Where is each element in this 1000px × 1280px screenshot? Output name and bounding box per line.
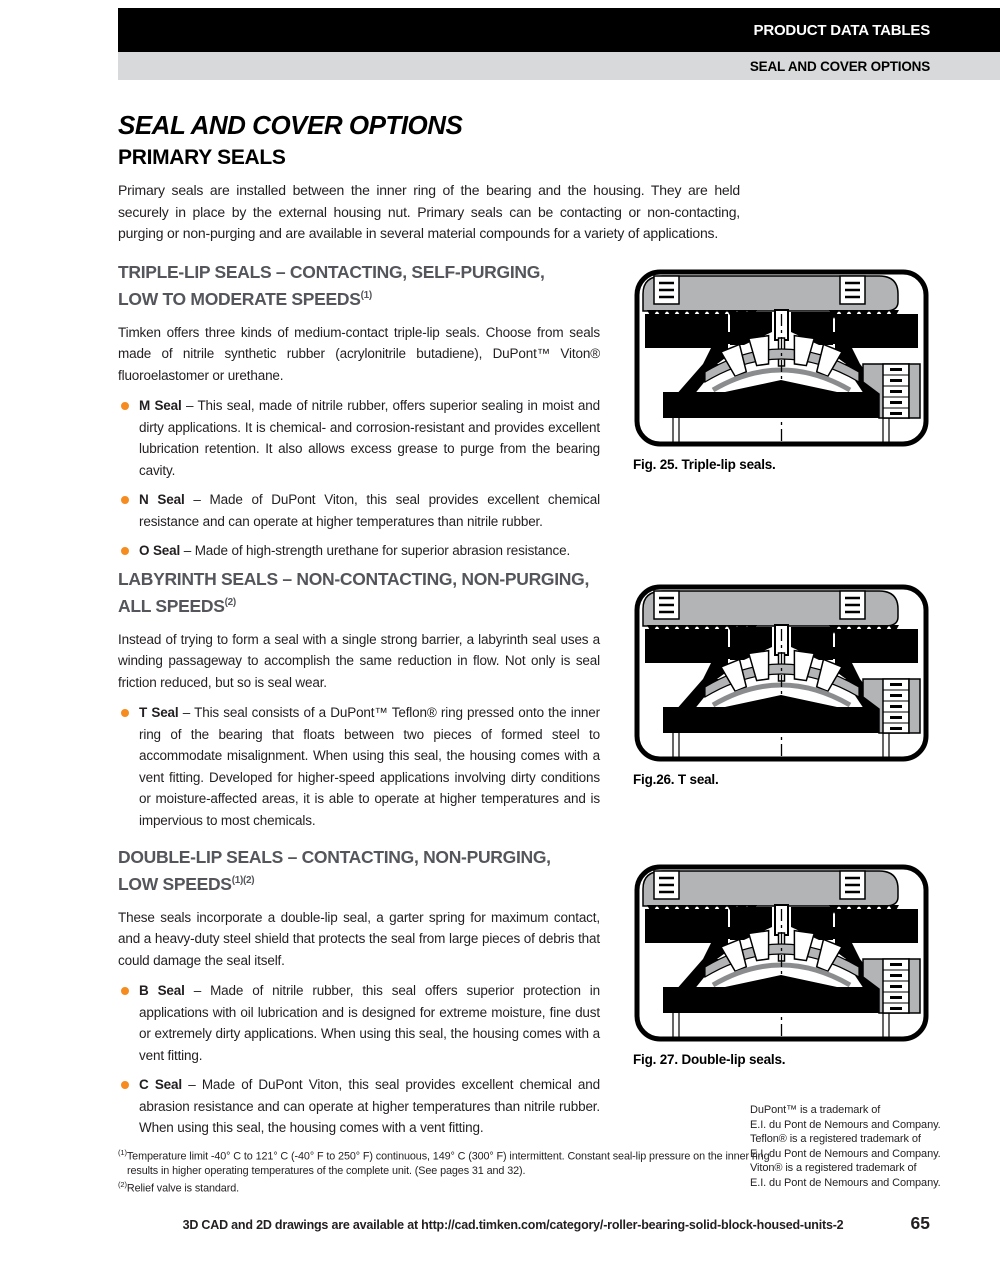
page-subtitle: PRIMARY SEALS <box>118 146 286 169</box>
footnote-marker: (1)(2) <box>231 875 255 886</box>
section-body: These seals incorporate a double-lip seal, a garter spring for maximum contact, and a heavy-duty steel shield that protects the seal from large pieces of debris that could damage the seal itself. <box>118 909 600 968</box>
section-triple-lip-seals <box>118 261 600 562</box>
list-item: C Seal – Made of DuPont Viton, this seal provides excellent chemical and abrasion resistance and can operate at higher temperatures than nitrile rubber. When using this seal, the housing comes with a vent fitting. <box>118 1074 600 1139</box>
section-labyrinth-seals <box>118 568 600 831</box>
footnote-2: $^{(2)}$Relief valve is standard. <box>118 1179 239 1195</box>
header-band-black <box>118 8 1000 52</box>
list-item: T Seal – This seal consists of a DuPont™ Teflon® ring pressed onto the inner ring of the bearing that floats between two pieces of formed steel to accommodate misalignment. When using this seal, the housing comes with a vent fitting. Developed for higher-speed applications involving dirty conditions or moisture-affected areas, it is able to operate at higher temperatures and is impervious to most chemicals. <box>118 702 600 831</box>
footer-cad-url: 3D CAD and 2D drawings are available at http://cad.timken.com/category/-roller-bearing-solid-block-housed-units-2 <box>182 1218 844 1232</box>
figure-caption: Fig.26. T seal. <box>633 772 719 787</box>
footnotes <box>118 1146 770 1195</box>
footnote-1: $^{(1)}$Temperature limit -40° C to 121° C (-40° F to 250° F) continuous, 149° C (300° F) intermittent. Constant seal-lip pressure on the inner ring results in higher operating temperatures of the complete unit. (See pages 31 and 32). <box>118 1148 770 1177</box>
seal-label: N Seal <box>139 492 185 508</box>
figure-double-lip-seals <box>633 863 930 1067</box>
section-heading: TRIPLE-LIP SEALS – CONTACTING, SELF-PURGING, LOW TO MODERATE SPEEDS$^{(1)}$ <box>118 262 545 309</box>
footnote-marker: (1) <box>360 290 372 301</box>
header-band-title: PRODUCT DATA TABLES <box>753 21 930 39</box>
section-body: Timken offers three kinds of medium-contact triple-lip seals. Choose from seals made of nitrile synthetic rubber (acrylonitrile butadiene), DuPont™ Viton® fluoroelastomer or urethane. <box>118 324 600 383</box>
list-item: O Seal – Made of high-strength urethane for superior abrasion resistance. <box>118 540 600 562</box>
seal-label: T Seal <box>139 705 179 721</box>
section-heading: LABYRINTH SEALS – NON-CONTACTING, NON-PURGING, ALL SPEEDS$^{(2)}$ <box>118 569 590 616</box>
trademark-notes: DuPont™ is a trademark of E.I. du Pont de Nemours and Company. Teflon® is a registered trademark of E.I. du Pont de Nemours and Company. Viton® is a registered trademark of E.I. du Pont de Nemours and Company. <box>750 1104 941 1189</box>
seal-label: O Seal <box>139 543 181 559</box>
list-item: M Seal – This seal, made of nitrile rubber, offers superior sealing in moist and dirty applications. It is chemical- and corrosion-resistant and provides excellent lubrication retention. It also allows excess grease to purge from the bearing cavity. <box>118 395 600 481</box>
header-band-gray <box>118 52 1000 80</box>
bullet-icon <box>121 987 129 995</box>
page-number: 65 <box>910 1213 930 1233</box>
bullet-icon <box>121 547 129 555</box>
seal-cross-section-drawing <box>633 268 930 448</box>
footnote-marker: (2) <box>224 597 236 608</box>
bullet-icon <box>121 402 129 410</box>
section-heading: DOUBLE-LIP SEALS – CONTACTING, NON-PURGING, LOW $SPEEDS^{(1)(2)}$ <box>118 847 551 894</box>
seal-label: B Seal <box>139 983 185 999</box>
figure-triple-lip-seals <box>633 268 930 472</box>
figure-caption: Fig. 25. Triple-lip seals. <box>633 457 776 472</box>
bullet-icon <box>121 496 129 504</box>
intro-paragraph: Primary seals are installed between the inner ring of the bearing and the housing. They are held securely in place by the external housing nut. Primary seals can be contacting or non-contacting, purging or non-purging and are available in several material compounds for a variety of applications. <box>118 182 740 241</box>
section-double-lip-seals <box>118 846 600 1139</box>
figure-caption: Fig. 27. Double-lip seals. <box>633 1052 786 1067</box>
seal-cross-section-drawing <box>633 583 930 763</box>
bullet-icon <box>121 1081 129 1089</box>
section-body: Instead of trying to form a seal with a single strong barrier, a labyrinth seal uses a winding passageway to accomplish the same reduction in flow. Not only is seal friction reduced, but so is seal wear. <box>118 631 600 690</box>
list-item: B Seal – Made of nitrile rubber, this seal offers superior protection in applications with oil lubrication and is designed for extreme moisture, fine dust or extremely dirty applications. When using this seal, the housing comes with a vent fitting. <box>118 980 600 1066</box>
header-band-subtitle: SEAL AND COVER OPTIONS <box>749 58 930 74</box>
page-title: SEAL AND COVER OPTIONS <box>118 110 463 140</box>
bullet-icon <box>121 709 129 717</box>
figure-t-seal <box>633 583 930 787</box>
seal-label: M Seal <box>139 398 182 414</box>
seal-label: C Seal <box>139 1077 182 1093</box>
list-item: N Seal – Made of DuPont Viton, this seal provides excellent chemical resistance and can operate at higher temperatures than nitrile rubber. <box>118 489 600 532</box>
seal-cross-section-drawing <box>633 863 930 1043</box>
